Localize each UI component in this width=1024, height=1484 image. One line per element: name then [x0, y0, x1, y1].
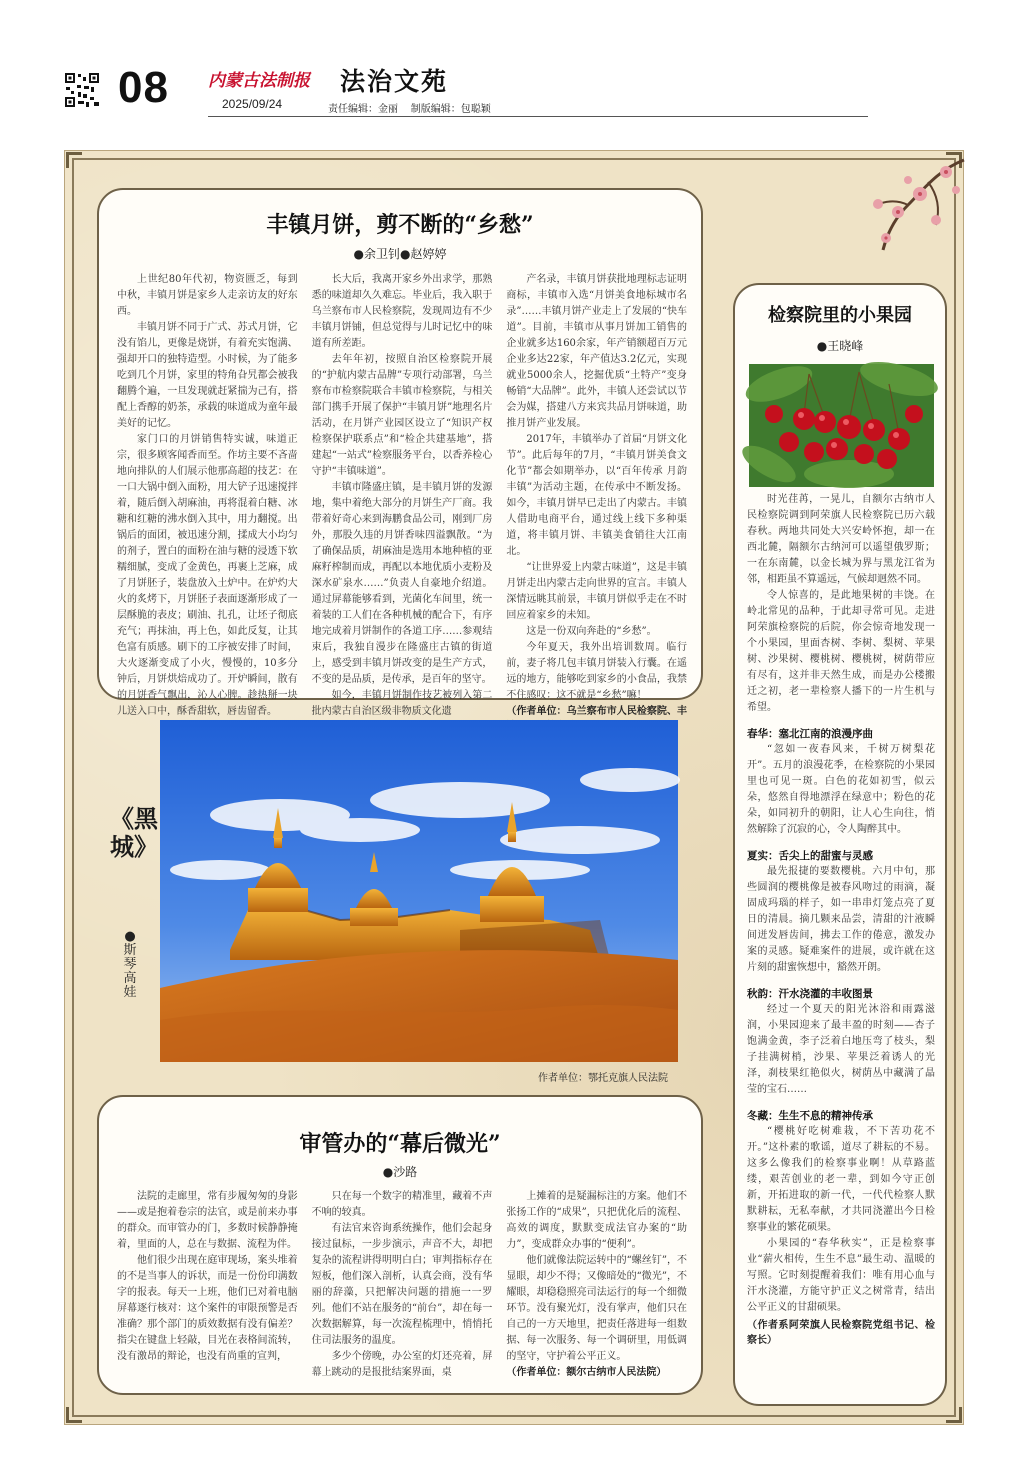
frame-corner [946, 1407, 962, 1423]
article-column [117, 1189, 298, 1389]
article-column [312, 1189, 493, 1389]
article-paragraph: 上摊着的是疑漏标注的方案。他们不张扬工作的“成果”，只把优化后的流程、高效的调度，默默变成法官办案的“助力”，变成群众办事的“便利”。 [506, 1191, 688, 1250]
article-paragraph: 法院的走廊里，常有步履匆匆的身影——或是抱着卷宗的法官，或是前来办事的群众。而审管办的门，多数时候静静掩着，里面的人，总在与数据、流程为伴。 [117, 1191, 298, 1250]
article-body [117, 272, 688, 717]
article-card-court-office [97, 1095, 703, 1395]
layout-editor: 制版编辑：包聪颖 [410, 104, 491, 115]
photo-author-vertical: ●斯琴高娃 [123, 929, 137, 1000]
masthead [0, 0, 1024, 120]
article-column [506, 272, 688, 717]
article-paragraph: 最先报捷的要数樱桃。六月中旬，那些圆润的樱桃像是被春风吻过的雨滴，凝固成玛瑙的样子，如一串串灯笼点亮了夏日的清晨。摘几颗来品尝，清甜的汁液瞬间迸发唇齿间，拂去工作的倦意，激发办案的灵感。疑难案件的进展，或许就在这片刻的甜蜜恢想中，豁然开朗。 [747, 866, 935, 973]
article-body [117, 1189, 687, 1389]
section-heading: 秋韵：汗水浇灌的丰收图景 [747, 988, 873, 1000]
newspaper-logo: 内蒙古法制报 [208, 71, 310, 91]
black-city-image [160, 720, 678, 1062]
page-number: 08 [118, 63, 169, 112]
article-paragraph: 只在每一个数字的精准里，藏着不声不响的较真。 [311, 1191, 493, 1218]
article-paragraph: 产名录，丰镇月饼获批地理标志证明商标，丰镇市入选“月饼美食地标城市名录”……丰镇月饼产业走上了发展的“快车道”。目前，丰镇市从事月饼加工销售的企业就多达160余家，年产销额超百万元企业多达22家，年产值达3.2亿元，实现就业5000余人，挖掘优质“土特产”变身畅销“大品牌”。此外，丰镇人还尝试以节会为媒，搭建八方来宾共品月饼味道，助推月饼产业发展。 [506, 274, 688, 429]
article-title: 检察院里的小果园 [768, 305, 912, 326]
article-card-mooncake [97, 188, 703, 717]
article-paragraph: 他们就像法院运转中的“螺丝钉”，不显眼，却少不得；又像暗处的“微光”，不耀眼，却稳稳照亮司法运行的每一个细微环节。没有聚光灯，没有掌声，他们只在自己的一方天地里，把责任落进每一组数据、每一次服务、每一个调研里，用低调的坚守，守护着公平正义。 [506, 1255, 688, 1362]
photo-title-vertical: 《黑城》 [110, 804, 158, 861]
article-paragraph: 这是一份双向奔赴的“乡愁”。 [526, 626, 657, 637]
photo-caption: 作者单位：鄂托克旗人民法院 [538, 1073, 668, 1084]
author-affiliation: （作者单位：乌兰察布市人民检察院、丰 [506, 706, 688, 717]
orchard-article-body [747, 492, 935, 1397]
section-heading: 春华：塞北江南的浪漫序曲 [747, 728, 873, 740]
article-paragraph: 去年年初，按照自治区检察院开展的“护航内蒙古品牌”专项行动部署，乌兰察布市检察院联合丰镇市检察院，与相关部门携手开展了保护“丰镇月饼”地理名片活动，在月饼产业园区设立了“知识产权检察保护联系点”和“检企共建基地”，搭建起“一站式”检察服务平台，以香养检心守护“丰镇味道”。 [311, 354, 493, 477]
author-affiliation: （作者系阿荣旗人民检察院党组书记、检察长） [747, 1320, 935, 1346]
article-paragraph: 多少个傍晚，办公室的灯还亮着，屏幕上跳动的是报批结案界面，桌 [311, 1351, 493, 1378]
black-city-photo [160, 720, 678, 1062]
article-paragraph: 家门口的月饼销售特实诚，味道正宗，很多顾客闻香而至。作坊主要不吝啬地向排队的人们展示他那高超的技艺：在一口大锅中倒入面粉，用大铲子迅速搅拌着，随后倒入胡麻油，再将混着白糖、冰糖和红糖的沸水倒入其中，用力翻搅。出锅后的面团，被迅速分割，揉成大小均匀的剂子，置白的面粉在油与糖的浸透下软糯细腻，变成了金黄色，再裹上芝麻，成了月饼胚子，装盘放入土炉中。在炉灼大火的炙烤下，月饼胚子表面逐渐形成了一层酥脆的表皮；刷油、扎孔，让坯子彻底充气；再抹油，再上色，如此反复，让其色富有质感。刷下的工序被安排了时间，大火逐渐变成了小火，慢慢的，10多分钟后，月饼烘焙成功了。开炉瞬间，散有的月饼香气飘出，沁人心脾。趁热掰一块儿送入口中，酥香甜软，唇齿留香。 [117, 434, 298, 717]
article-byline: ●王晓峰 [816, 339, 864, 353]
article-title: 审管办的“幕后微光” [299, 1131, 501, 1157]
qr-code-icon [64, 72, 100, 108]
plum-blossom-decoration [828, 150, 964, 270]
frame-corner [66, 1407, 82, 1423]
article-paragraph: 经过一个夏天的阳光沐浴和雨露滋润，小果园迎来了最丰盈的时刻——杏子饱满金黄，李子泛着白地压弯了枝头，梨子挂满树梢，沙果、苹果泛着诱人的光泽，刹枝果红艳似火，树荫丛中藏满了晶莹的宝石…… [747, 1004, 935, 1095]
article-column [117, 272, 298, 717]
issue-date: 2025/09/24 [222, 97, 283, 111]
header-rule [208, 116, 868, 117]
editor-credits [328, 100, 501, 115]
cherry-photo [749, 364, 934, 487]
article-byline: ●沙路 [382, 1165, 418, 1179]
section-heading: 冬藏：生生不息的精神传承 [747, 1110, 873, 1122]
author-affiliation: （作者单位：额尔古纳市人民法院） [506, 1367, 667, 1378]
article-paragraph: 时光荏苒，一晃儿，自额尔古纳市人民检察院调到阿荣旗人民检察院已历六载春秋。两地共同处大兴安岭怀抱，却一在西北麓，隔额尔古纳河可以遥望俄罗斯；一在东南麓，以金长城为界与黑龙江省为邻，相距虽不算遥远，气候却迥然不同。 [747, 494, 935, 585]
article-paragraph: 今年夏天，我外出培训数周。临行前，妻子将几包丰镇月饼装入行囊。在遥远的地方，能够吃到家乡的小食品，我禁不住感叹：这不就是“乡愁”嘛！ [506, 642, 688, 701]
frame-corner [66, 152, 82, 168]
article-paragraph: 上世纪80年代初，物资匮乏，每到中秋，丰镇月饼是家乡人走亲访友的好东西。 [117, 274, 298, 317]
article-paragraph: 丰镇市隆盛庄镇，是丰镇月饼的发源地，集中着绝大部分的月饼生产厂商。我带着好奇心来到海鹏食品公司，刚到厂房外，那股久违的月饼香味四溢飘散。“为了确保品质，胡麻油是选用本地种植的亚麻籽榨制而成，再配以本地优质小麦粉及深水矿泉水……”负责人自豪地介绍道。通过屏幕能够看到，光菌化车间里，统一着装的工人们在各种机械的配合下，有序地完成着月饼制作的各道工序……参观结束后，我独自漫步在隆盛庄古镇的街道上，感受到丰镇月饼改变的是生产方式，不变的是品质，是传承，是百年的坚守。 [311, 482, 493, 685]
article-column [311, 272, 493, 717]
article-paragraph: 如今，丰镇月饼制作技艺被列入第二批内蒙古自治区级非物质文化遗 [311, 690, 493, 717]
article-paragraph: 丰镇月饼不同于广式、苏式月饼，它没有馅儿，更像是烧饼，有着充实饱满、强却开口的独特造型。小时候，为了能多吃到几个月饼，家里的特角旮旯都会被我翻腾个遍，一旦发现就赶紧揣为己有，搭配上香醇的奶茶，承载的味道成为童年最美好的记忆。 [117, 322, 298, 429]
article-paragraph: “樱桃好吃树难栽，不下苦功花不开。”这朴素的歌谣，道尽了耕耘的不易。这多么像我们的检察事业啊！从草路蓝缕，艰苦创业的老一辈，到如今守正创新，开拓进取的新一代，一代代检察人默默耕耘，无私奉献，才共同浇灌出今日检察事业的繁花硕果。 [747, 1126, 935, 1233]
article-paragraph: 令人惊喜的，是此地果树的丰饶。在岭北常见的品种，于此却寻常可见。走进阿荣旗检察院的后院，你会惊奇地发现一个小果园，里面杏树、李树、梨树、苹果树、沙果树、樱桃树、樱桃树，树荫带应有尽有，这并非天然生成，而是办公楼搬迁之初，老一辈检察人播下的一片生机与希望。 [747, 590, 935, 713]
article-byline: ●余卫钊●赵婷婷 [353, 247, 447, 261]
article-title: 丰镇月饼，剪不断的“乡愁” [266, 212, 534, 238]
article-paragraph: 小果园的“春华秋实”，正是检察事业“薪火相传，生生不息”最生动、温暖的写照。它时刻提醒着我们：唯有用心血与汗水浇灌，方能守护正义之树常青，结出公平正义的甘甜硕果。 [747, 1238, 935, 1313]
section-title: 法治文苑 [340, 67, 449, 96]
section-heading: 夏实：舌尖上的甜蜜与灵感 [747, 850, 873, 862]
article-paragraph: 他们很少出现在庭审现场，案头堆着的不是当事人的诉状，而是一份份印满数字的报表。每天一上班，他们已对着电脑屏幕逐行核对：这个案件的审限预警是否准确？那个部门的质效数据有没有偏差？指尖在键盘上轻敲，目光在表格间流转，没有激昂的辩论，也没有尚重的宣判， [117, 1255, 298, 1362]
article-paragraph: 有法官来咨询系统操作，他们会起身接过鼠标，一步步演示，声音不大，却把复杂的流程讲得明明白白；审判指标存在短板，他们深入剖析，认真会商，没有华丽的辞藻，只把解决问题的措施一一罗列。他们不站在服务的“前台”，却在每一次数据解算，每一次流程梳理中，悄悄托住司法服务的温度。 [311, 1223, 493, 1346]
article-column [506, 1189, 687, 1389]
article-paragraph: “忽如一夜春风来，千树万树梨花开”。五月的浪漫花季，在检察院的小果园里也可见一斑。白色的花如初雪，似云朵，悠然自得地漂浮在绿意中；粉色的花朵，如同初升的朝阳，让人心生向往，悄然解除了沉寂的心，令人陶醉其中。 [747, 744, 935, 835]
article-paragraph: “让世界爱上内蒙古味道”，这是丰镇月饼走出内蒙古走向世界的宣言。丰镇人深情远眺其前景，丰镇月饼似乎走在不时回应着家乡的未知。 [506, 562, 688, 621]
chief-editor: 责任编辑：金丽 [328, 104, 398, 115]
article-paragraph: 2017年，丰镇举办了首届“月饼文化节”。此后每年的7月，“丰镇月饼美食文化节”都会如期举办，以“百年传承 月韵丰镇”为活动主题，在传承中不断发扬。如今，丰镇月饼早已走出了内蒙古。丰镇人借助电商平台，通过线上线下多种渠道，将丰镇月饼、丰镇美食销往大江南北。 [506, 434, 688, 557]
article-paragraph: 长大后，我离开家乡外出求学，那熟悉的味道却久久难忘。毕业后，我入职于乌兰察布市人民检察院，发现周边有不少丰镇月饼铺，但总觉得与儿时记忆中的味道有所差距。 [311, 274, 493, 349]
